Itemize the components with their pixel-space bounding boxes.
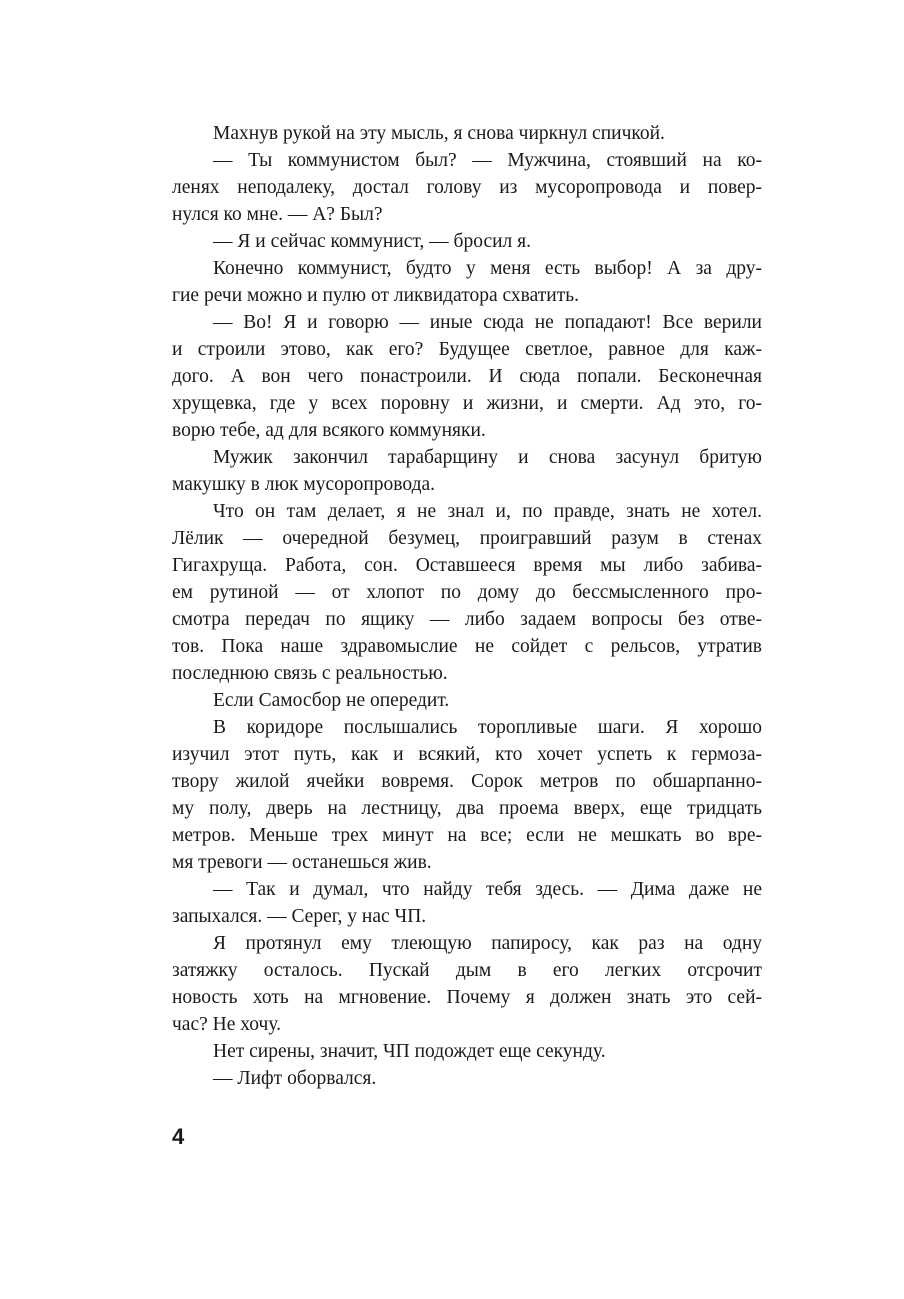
text-line: Что он там делает, я не знал и, по правде, знать не хотел. — [213, 501, 762, 522]
text-line: — Ты коммунистом был? — Мужчина, стоявший на ко- — [213, 150, 762, 171]
text-line: му полу, дверь на лестницу, два проема вверх, еще тридцать — [172, 798, 762, 819]
paragraph — [172, 687, 762, 714]
text-line: Если Самосбор не опередит. — [213, 690, 450, 711]
paragraph — [172, 930, 762, 1038]
text-line: изучил этот путь, как и всякий, кто хочет успеть к гермоза- — [172, 744, 762, 765]
paragraph — [172, 120, 762, 147]
text-line: ленях неподалеку, достал голову из мусоропровода и повер- — [172, 177, 762, 198]
text-line: мя тревоги — останешься жив. — [172, 852, 432, 873]
paragraph — [172, 255, 762, 309]
text-line: гие речи можно и пулю от ликвидатора схватить. — [172, 285, 579, 306]
text-line: ворю тебе, ад для всякого коммуняки. — [172, 420, 486, 441]
page-number: 4 — [172, 1124, 185, 1149]
text-line: — Во! Я и говорю — иные сюда не попадают! Все верили — [213, 312, 762, 333]
text-line: метров. Меньше трех минут на все; если не мешкать во вре- — [172, 825, 762, 846]
text-line: Нет сирены, значит, ЧП подождет еще секунду. — [213, 1041, 606, 1062]
paragraph — [172, 1038, 762, 1065]
text-line: дого. А вон чего понастроили. И сюда попали. Бесконечная — [172, 366, 762, 387]
text-line: — Так и думал, что найду тебя здесь. — Дима даже не — [213, 879, 762, 900]
text-line: ем рутиной — от хлопот по дому до бессмысленного про- — [172, 582, 762, 603]
text-line: — Я и сейчас коммунист, — бросил я. — [213, 231, 531, 252]
paragraph — [172, 714, 762, 876]
text-line: хрущевка, где у всех поровну и жизни, и смерти. Ад это, го- — [172, 393, 762, 414]
text-line: Мужик закончил тарабарщину и снова засунул бритую — [213, 447, 762, 468]
text-line: Я протянул ему тлеющую папиросу, как раз на одну — [213, 933, 762, 954]
text-line: твору жилой ячейки вовремя. Сорок метров по обшарпанно- — [172, 771, 762, 792]
paragraph — [172, 1065, 762, 1092]
paragraph — [172, 498, 762, 687]
text-line: макушку в люк мусоропровода. — [172, 474, 436, 495]
text-line: затяжку осталось. Пускай дым в его легких отсрочит — [172, 960, 762, 981]
text-line: Лёлик — очередной безумец, проигравший разум в стенах — [172, 528, 762, 549]
text-line: В коридоре послышались торопливые шаги. Я хорошо — [213, 717, 762, 738]
text-line: — Лифт оборвался. — [213, 1068, 377, 1089]
paragraph — [172, 228, 762, 255]
paragraph — [172, 147, 762, 228]
text-line: запыхался. — Серег, у нас ЧП. — [172, 906, 427, 927]
text-line: Конечно коммунист, будто у меня есть выбор! А за дру- — [213, 258, 762, 279]
text-line: и строили этово, как его? Будущее светлое, равное для каж- — [172, 339, 762, 360]
text-line: тов. Пока наше здравомыслие не сойдет с рельсов, утратив — [172, 636, 762, 657]
text-line: Гигахруща. Работа, сон. Оставшееся время мы либо забива- — [172, 555, 762, 576]
text-line: час? Не хочу. — [172, 1014, 281, 1035]
paragraph — [172, 876, 762, 930]
body-text — [172, 120, 762, 1092]
text-line: Махнув рукой на эту мысль, я снова чиркнул спичкой. — [213, 123, 665, 144]
text-line: новость хоть на мгновение. Почему я должен знать это сей- — [172, 987, 762, 1008]
text-line: последнюю связь с реальностью. — [172, 663, 448, 684]
paragraph — [172, 444, 762, 498]
text-line: нулся ко мне. — А? Был? — [172, 204, 383, 225]
text-line: смотра передач по ящику — либо задаем вопросы без отве- — [172, 609, 762, 630]
paragraph — [172, 309, 762, 444]
